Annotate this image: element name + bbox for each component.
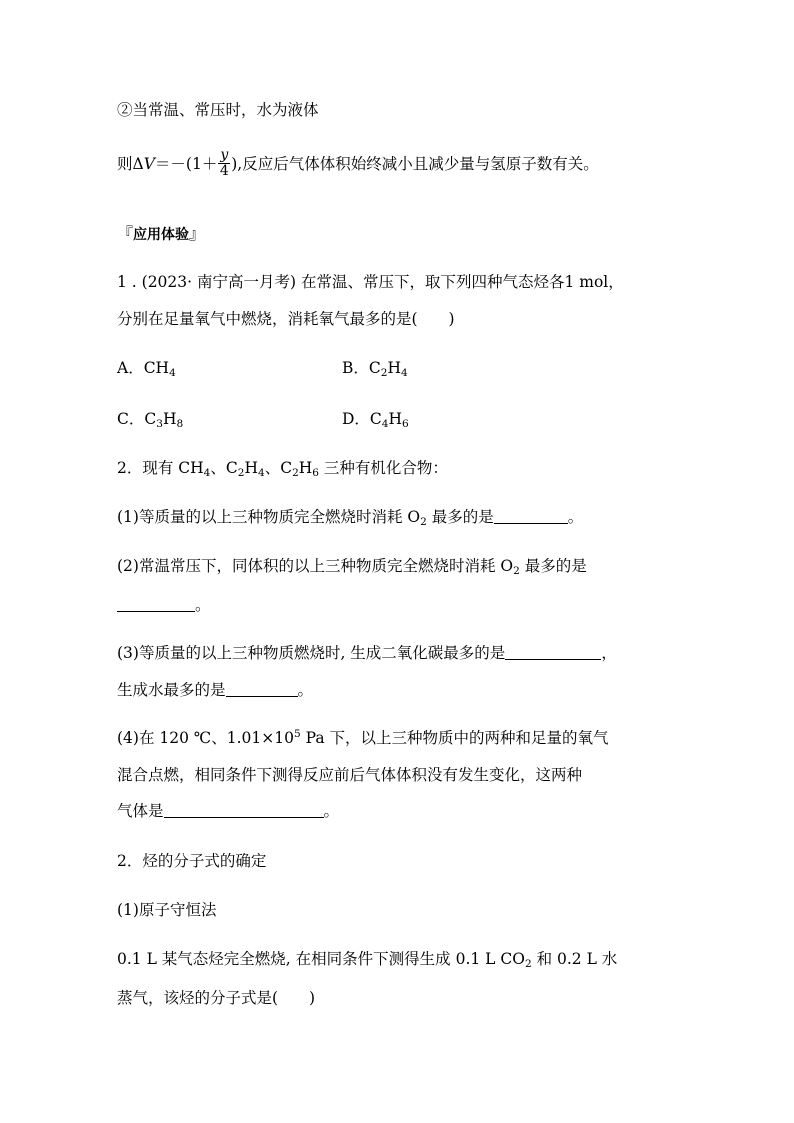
section2-method: (1)原子守恒法	[117, 901, 217, 919]
case2-formula	[117, 147, 599, 180]
q1-line2: 分别在足量氧气中燃烧，消耗氧气最多的是( )	[117, 310, 455, 328]
q2-p4-end: 。	[323, 802, 340, 820]
section-label-application	[117, 221, 205, 244]
formula-suffix: ),反应后气体体积始终减小且减少量与氢原子数有关。	[231, 155, 599, 174]
q1-option-c[interactable]	[117, 407, 183, 430]
q2-part4-line3	[117, 799, 339, 821]
q2-p1-end: 。	[567, 508, 584, 526]
q2-part3-line1	[117, 641, 617, 663]
section2-line1	[117, 947, 617, 970]
option-b-mid: H	[387, 359, 401, 377]
case2-heading: ②当常温、常压时，水为液体	[117, 101, 319, 119]
q2-p1-a: (1)等质量的以上三种物质完全燃烧时消耗 O	[117, 508, 421, 526]
formula-eq: ＝－(1＋	[154, 155, 218, 174]
answer-blank-2[interactable]	[117, 596, 195, 613]
q2-part2-line1	[117, 554, 587, 577]
q2-p4-b: Pa 下，以上三种物质中的两种和足量的氧气	[300, 729, 609, 747]
option-a-label: A．CH	[117, 359, 170, 377]
q2-p2-end: 。	[195, 596, 211, 614]
q2-p3-a: (3)等质量的以上三种物质燃烧时, 生成二氧化碳最多的是	[117, 644, 506, 662]
q2-p2-sub: 2	[513, 565, 520, 578]
section2-heading: 2．烃的分子式的确定	[117, 852, 267, 870]
q2-p2-a: (2)常温常压下，同体积的以上三种物质完全燃烧时消耗 O	[117, 557, 514, 575]
option-a-sub: 4	[169, 367, 176, 380]
q2-part3-line2	[117, 678, 313, 700]
section-label-text: 应用体验	[133, 227, 190, 243]
option-c-mid: H	[162, 410, 177, 428]
q2-p1-b: 最多的是	[426, 508, 494, 526]
q2-p3-end: 。	[297, 681, 314, 699]
option-b-sub: 2	[380, 367, 388, 380]
q2-intro	[117, 456, 448, 479]
formula-var: V	[143, 155, 155, 174]
q2-p3-b: 生成水最多的是	[117, 681, 226, 699]
q2-p2-b: 最多的是	[519, 557, 587, 575]
option-c-sub2: 8	[176, 418, 184, 431]
option-b-label: B．C	[342, 359, 381, 377]
q2-part2-line2	[117, 593, 211, 615]
bracket-close: 』	[189, 224, 206, 243]
q2-p4-a: (4)在 120 ℃、1.01×10	[117, 729, 294, 747]
answer-blank-3[interactable]	[505, 644, 601, 661]
q1-option-a[interactable]	[117, 356, 176, 379]
section2-line1-b: 和 0.2 L 水	[531, 950, 618, 968]
q2-intro-s3: 4	[257, 467, 265, 480]
q1-option-d[interactable]	[342, 407, 409, 430]
q2-p3-comma: ，	[601, 644, 617, 662]
option-b-sub2: 4	[401, 367, 408, 380]
option-d-sub: 4	[381, 418, 389, 431]
q2-p1-sub: 2	[420, 516, 427, 529]
answer-blank-1[interactable]	[494, 508, 568, 525]
q2-intro-s5: 6	[312, 467, 319, 480]
q2-intro-c: H	[244, 459, 258, 477]
option-d-label: D．C	[342, 410, 382, 428]
option-d-sub2: 6	[402, 418, 409, 431]
q2-intro-f: 三种有机化合物：	[319, 459, 448, 477]
q1-line1: 1 . (2023· 南宁高一月考) 在常温、常压下，取下列四种气态烃各1 mol，	[117, 273, 624, 291]
q2-intro-s2: 2	[237, 467, 245, 480]
section2-line1-sub: 2	[524, 958, 532, 971]
q2-p4-line3: 气体是	[117, 802, 164, 820]
q2-intro-b: 、C	[210, 459, 238, 477]
bracket-open: 『	[117, 224, 134, 243]
frac-numerator: y	[220, 147, 229, 163]
q2-part4-line2: 混合点燃，相同条件下测得反应前后气体体积没有发生变化，这两种	[117, 766, 583, 784]
q2-part4-line1	[117, 726, 609, 748]
q2-intro-e: H	[298, 459, 313, 477]
formula-prefix: 则Δ	[117, 155, 144, 174]
option-c-sub: 3	[156, 418, 163, 431]
fraction-y-over-4	[218, 148, 230, 178]
q1-option-b[interactable]	[342, 356, 408, 379]
q2-intro-s4: 2	[292, 467, 299, 480]
q2-intro-s1: 4	[203, 467, 211, 480]
section2-line2: 蒸气，该烃的分子式是( )	[117, 989, 316, 1007]
section2-line1-a: 0.1 L 某气态烃完全燃烧, 在相同条件下测得生成 0.1 L CO	[117, 950, 525, 968]
answer-blank-5[interactable]	[164, 802, 324, 819]
q2-p4-sup: 5	[293, 728, 301, 741]
q2-intro-d: 、C	[264, 459, 293, 477]
option-d-mid: H	[388, 410, 403, 428]
answer-blank-4[interactable]	[226, 681, 298, 698]
frac-denominator: 4	[219, 162, 229, 179]
q2-part1	[117, 505, 583, 528]
option-c-label: C．C	[117, 410, 157, 428]
q2-intro-a: 2．现有 CH	[117, 459, 204, 477]
